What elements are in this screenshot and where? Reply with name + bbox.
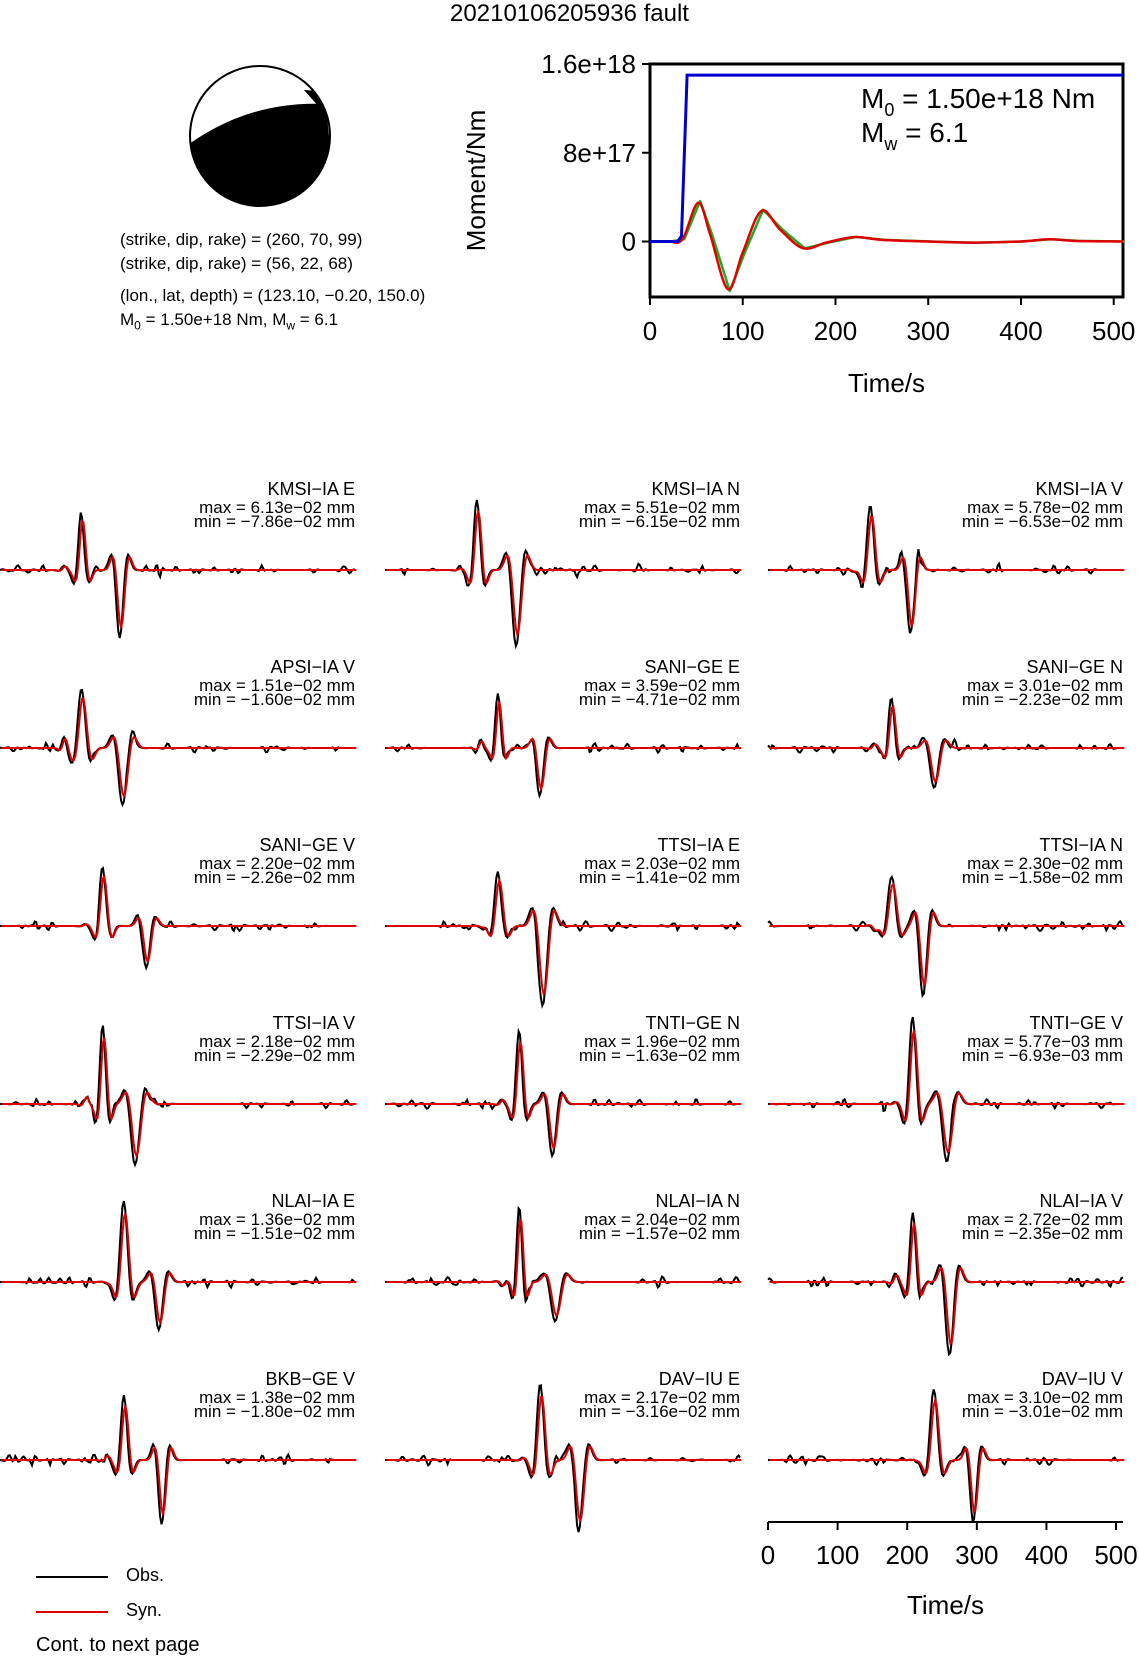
synthetic-trace (769, 707, 1124, 782)
waveform-panel (0, 1013, 356, 1165)
moment-y-axis-label: Moment/Nm (461, 109, 491, 252)
observed-trace (385, 872, 740, 1006)
waveform-x-tick-label: 0 (760, 1540, 776, 1570)
observed-trace (0, 513, 355, 638)
m0-annotation (861, 83, 1095, 120)
trace-min-label: min = −7.86e−02 mm (193, 512, 355, 531)
waveform-panel (768, 1013, 1124, 1161)
observed-trace (768, 699, 1123, 787)
m0-value: = 1.50e+18 Nm (894, 83, 1096, 114)
trace-min-label: min = −1.57e−02 mm (578, 1224, 740, 1243)
waveform-x-tick-label: 500 (1094, 1540, 1138, 1570)
trace-max-label: max = 1.36e−02 mm (199, 1210, 355, 1229)
trace-station-label: TTSI−IA E (657, 835, 740, 855)
trace-max-label: max = 2.17e−02 mm (584, 1388, 740, 1407)
trace-station-label: NLAI−IA V (1039, 1191, 1123, 1211)
trace-max-label: max = 2.30e−02 mm (967, 854, 1123, 873)
legend-obs-label: Obs. (126, 1565, 165, 1585)
trace-station-label: NLAI−IA N (655, 1191, 740, 1211)
focal-mechanism-beachball (186, 62, 334, 210)
trace-min-label: min = −1.60e−02 mm (193, 690, 355, 709)
synthetic-trace (1, 699, 356, 797)
trace-max-label: max = 1.96e−02 mm (584, 1032, 740, 1051)
trace-min-label: min = −1.63e−02 mm (578, 1046, 740, 1065)
trace-station-label: DAV−IU E (658, 1369, 740, 1389)
trace-max-label: max = 6.13e−02 mm (199, 498, 355, 517)
m0-subscript: 0 (884, 100, 895, 120)
mw-annotation (861, 117, 968, 154)
continuation-note: Cont. to next page (36, 1634, 200, 1656)
waveform-panel (768, 479, 1124, 633)
moment-chart (455, 50, 1139, 410)
trace-max-label: max = 2.03e−02 mm (584, 854, 740, 873)
synthetic-trace (1, 521, 356, 628)
trace-min-label: min = −1.51e−02 mm (193, 1224, 355, 1243)
mw-subscript: w (884, 134, 898, 154)
synthetic-trace (386, 880, 741, 994)
trace-min-label: min = −4.71e−02 mm (578, 690, 740, 709)
nodal-plane-1: (strike, dip, rake) = (260, 70, 99) (120, 230, 363, 249)
waveform-panel (0, 835, 356, 968)
trace-station-label: NLAI−IA E (271, 1191, 355, 1211)
moment-y-tick-label: 1.6e+18 (541, 50, 636, 79)
waveform-panel (0, 657, 356, 805)
waveform-panel (768, 1369, 1124, 1521)
waveform-panel (768, 657, 1124, 788)
waveform-panel (385, 1369, 741, 1532)
trace-min-label: min = −2.35e−02 mm (961, 1224, 1123, 1243)
trace-max-label: max = 5.51e−02 mm (584, 498, 740, 517)
trace-station-label: SANI−GE N (1026, 657, 1123, 677)
waveform-panel (768, 835, 1124, 996)
trace-min-label: min = −3.01e−02 mm (961, 1402, 1123, 1421)
trace-max-label: max = 5.77e−03 mm (967, 1032, 1123, 1051)
trace-min-label: min = −6.53e−02 mm (961, 512, 1123, 531)
trace-max-label: max = 3.01e−02 mm (967, 676, 1123, 695)
moment-x-tick-label: 400 (999, 316, 1043, 346)
synthetic-trace (1, 877, 356, 962)
synthetic-trace (1, 1406, 356, 1515)
waveform-x-tick-label: 400 (1024, 1540, 1069, 1570)
trace-station-label: SANI−GE E (644, 657, 740, 677)
waveform-panel (385, 1013, 741, 1156)
trace-max-label: max = 2.18e−02 mm (199, 1032, 355, 1051)
mw-value: = 6.1 (897, 117, 969, 148)
trace-station-label: KMSI−IA V (1035, 479, 1123, 499)
moment-magnitude-line: $M_0 = 1.50e+18$ Nm, $M_w = 6.1$ (120, 310, 339, 333)
trace-max-label: max = 3.59e−02 mm (584, 676, 740, 695)
moment-x-tick-label: 0 (642, 316, 658, 346)
page-title: 20210106205936 fault (450, 0, 689, 27)
moment-x-tick-label: 500 (1092, 316, 1136, 346)
trace-max-label: max = 3.10e−02 mm (967, 1388, 1123, 1407)
trace-station-label: DAV−IU V (1041, 1369, 1123, 1389)
trace-station-label: TTSI−IA V (272, 1013, 355, 1033)
moment-y-tick-label: 8e+17 (562, 137, 636, 168)
synthetic-trace (386, 702, 741, 789)
trace-station-label: KMSI−IA E (267, 479, 355, 499)
trace-min-label: min = −2.23e−02 mm (961, 690, 1123, 709)
waveform-panel (385, 835, 741, 1006)
waveform-x-tick-label: 100 (815, 1540, 860, 1570)
waveform-x-tick-label: 300 (955, 1540, 999, 1570)
synthetic-trace (769, 884, 1124, 985)
observed-trace (768, 877, 1123, 996)
mw-symbol: M (861, 117, 885, 148)
nodal-plane-2: (strike, dip, rake) = (56, 22, 68) (120, 254, 353, 273)
moment-rate-line (650, 203, 1123, 290)
moment-x-axis-label: Time/s (847, 368, 926, 398)
m0-symbol: M (861, 83, 885, 114)
legend-syn-label: Syn. (126, 1600, 163, 1620)
trace-min-label: min = −1.80e−02 mm (193, 1402, 355, 1421)
trace-min-label: min = −6.15e−02 mm (578, 512, 740, 531)
waveform-panel (385, 479, 741, 646)
trace-station-label: TNTI−GE N (645, 1013, 740, 1033)
location-depth: (lon., lat, depth) = (123.10, −0.20, 150.0) (120, 286, 426, 305)
trace-station-label: BKB−GE V (265, 1369, 355, 1389)
waveform-panel (768, 1191, 1124, 1354)
waveform-panel (385, 1191, 741, 1321)
waveform-grid (0, 470, 1139, 1630)
trace-min-label: min = −6.93e−03 mm (961, 1046, 1123, 1065)
trace-max-label: max = 1.38e−02 mm (199, 1388, 355, 1407)
trace-station-label: TNTI−GE V (1029, 1013, 1123, 1033)
waveform-panel (0, 1369, 356, 1524)
waveform-x-axis-label: Time/s (906, 1590, 985, 1620)
trace-max-label: max = 1.51e−02 mm (199, 676, 355, 695)
waveform-panel (0, 1191, 356, 1330)
trace-max-label: max = 2.04e−02 mm (584, 1210, 740, 1229)
waveform-x-tick-label: 200 (885, 1540, 929, 1570)
moment-x-tick-label: 200 (813, 316, 858, 346)
trace-station-label: SANI−GE V (259, 835, 355, 855)
moment-x-tick-label: 100 (721, 316, 765, 346)
trace-max-label: max = 5.78e−02 mm (967, 498, 1123, 517)
legend-obs-line (36, 1576, 108, 1578)
trace-station-label: KMSI−IA N (651, 479, 740, 499)
trace-min-label: min = −1.58e−02 mm (961, 868, 1123, 887)
moment-x-tick-label: 300 (906, 316, 950, 346)
waveform-panel (0, 479, 356, 638)
legend-syn-line (36, 1611, 108, 1613)
trace-max-label: max = 2.20e−02 mm (199, 854, 355, 873)
trace-min-label: min = −1.41e−02 mm (578, 868, 740, 887)
moment-y-tick-label: 0 (621, 226, 636, 257)
trace-min-label: min = −2.29e−02 mm (193, 1046, 355, 1065)
trace-station-label: TTSI−IA N (1039, 835, 1123, 855)
trace-min-label: min = −2.26e−02 mm (193, 868, 355, 887)
trace-max-label: max = 2.72e−02 mm (967, 1210, 1123, 1229)
trace-station-label: APSI−IA V (270, 657, 355, 677)
waveform-panel (385, 657, 741, 796)
trace-min-label: min = −3.16e−02 mm (578, 1402, 740, 1421)
